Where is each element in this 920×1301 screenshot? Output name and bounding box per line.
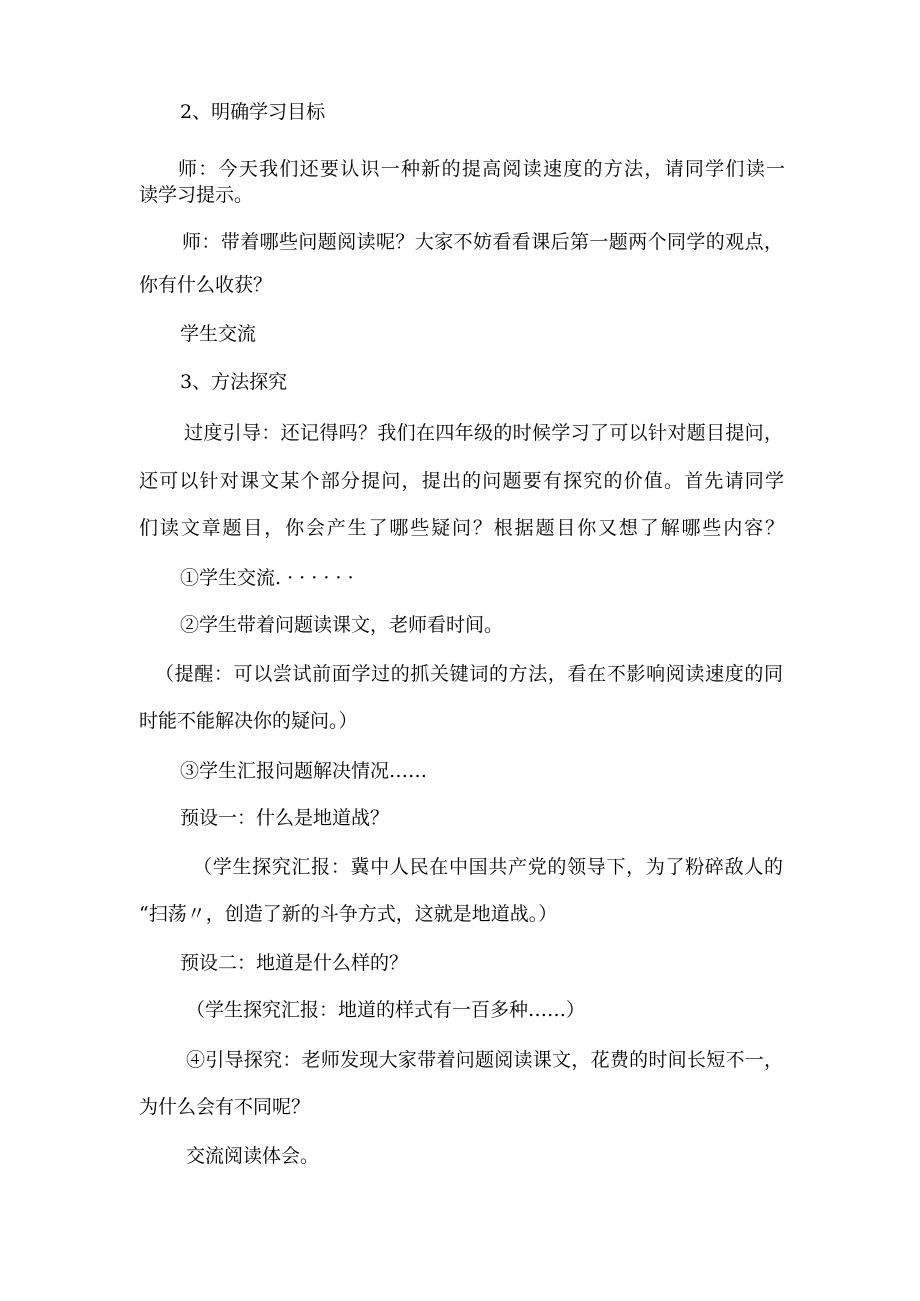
paragraph-line: 交流阅读体会。	[186, 1145, 320, 1167]
paragraph-line: 预设二：地道是什么样的？	[180, 952, 409, 974]
paragraph-line: 师：今天我们还要认识一种新的提高阅读速度的方法，请同学们读一	[178, 158, 785, 180]
paragraph-line: 们读文章题目，你会产生了哪些疑问？根据题目你又想了解哪些内容？	[139, 517, 784, 539]
paragraph-line: ②学生带着问题读课文，老师看时间。	[180, 614, 504, 636]
paragraph-line: 过度引导：还记得吗？我们在四年级的时候学习了可以针对题目提问，	[184, 422, 783, 444]
heading-learning-goals: 2、明确学习目标	[180, 101, 326, 123]
paragraph-line: （学生探究汇报：地道的样式有一百多种……）	[186, 999, 586, 1021]
paragraph-line: 还可以针对课文某个部分提问，提出的问题要有探究的价值。首先请同学	[139, 470, 784, 492]
paragraph-line: “扫荡〃，创造了新的斗争方式，这就是地道战。）	[139, 903, 558, 925]
paragraph-line: ③学生汇报问题解决情况……	[180, 760, 428, 782]
paragraph-line: 师：带着哪些问题阅读呢？大家不妨看看课后第一题两个同学的观点，	[182, 231, 783, 253]
paragraph-line: ①学生交流. · · · · · ·	[180, 567, 354, 589]
paragraph-line: 为什么会有不同呢？	[139, 1096, 311, 1118]
heading-method-exploration: 3、方法探究	[180, 371, 288, 393]
paragraph-line: 学生交流	[180, 323, 257, 345]
paragraph-line: 预设一：什么是地道战？	[180, 807, 390, 829]
paragraph-line: ④引导探究：老师发现大家带着问题阅读课文，花费的时间长短不一，	[186, 1049, 783, 1071]
paragraph-line: 时能不能解决你的疑问。）	[139, 710, 358, 732]
paragraph-line: （学生探究汇报：冀中人民在中国共产党的领导下，为了粉碎敌人的	[193, 856, 783, 878]
paragraph-line: 读学习提示。	[139, 184, 254, 206]
paragraph-line: 你有什么收获？	[139, 274, 273, 296]
paragraph-line: （提醒：可以尝试前面学过的抓关键词的方法，看在不影响阅读速度的同	[155, 663, 783, 685]
